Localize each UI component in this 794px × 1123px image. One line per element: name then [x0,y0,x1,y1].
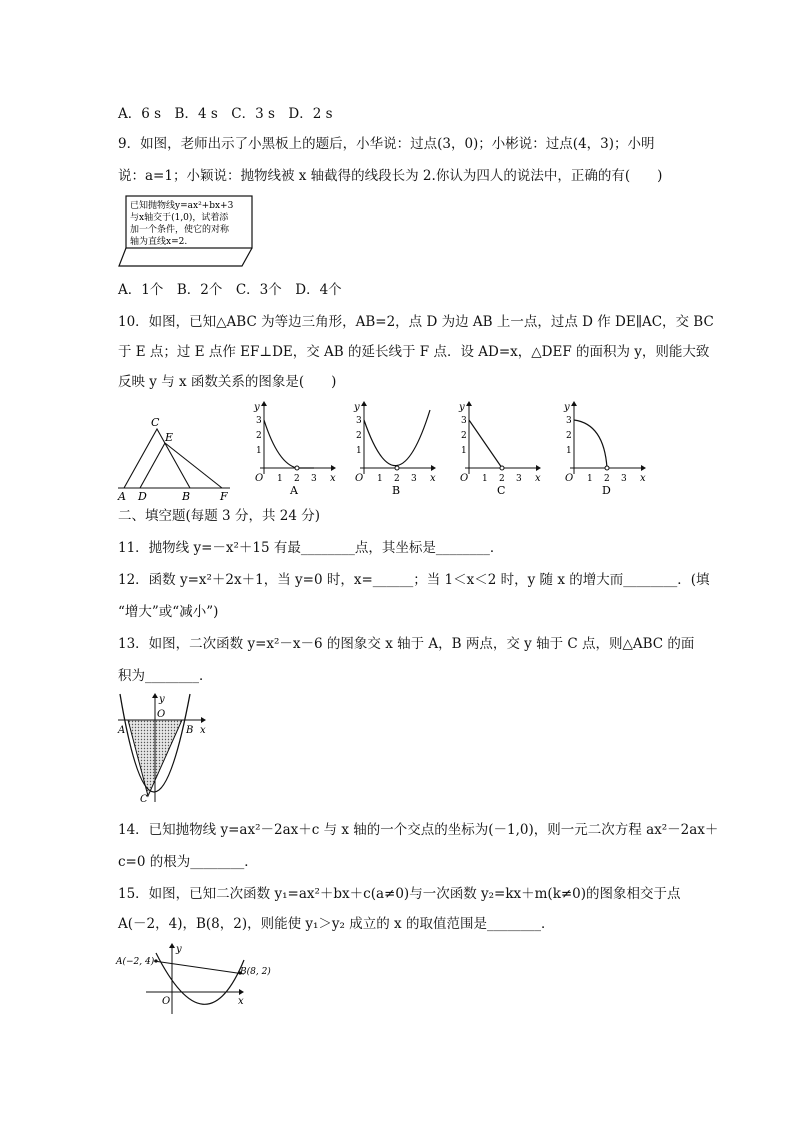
label-c: C [140,794,148,805]
y-label: y [564,402,570,413]
q13-line-2: 积为________． [118,668,213,684]
graph-name-c: C [497,484,506,497]
y-tick-1: 1 [566,446,572,456]
x-tick-2: 2 [604,474,610,484]
y-label: y [459,402,465,413]
q10-line-1: 10．如图，已知△ABC 为等边三角形，AB=2，点 D 为边 AB 上一点，过点 D 作 DE∥AC，交 BC [118,314,714,330]
curve [574,420,607,468]
y-arrow [361,401,367,406]
q10-triangle-figure [116,412,236,503]
curve [469,420,502,468]
q10-line-2: 于 E 点；过 E 点作 EF⊥DE，交 AB 的延长线于 F 点．设 AD=x，△DEF 的面积为 y，则能大致 [118,344,710,360]
x-tick-3: 3 [621,474,627,484]
label-y: y [159,694,165,705]
x-arrow [431,465,436,471]
board-line-2: 与x轴交于(1,0)，试着添 [130,213,229,223]
y-tick-3: 3 [461,416,467,426]
origin-label: O [355,473,364,484]
graph-name-b: B [392,484,401,497]
q15-line-1: 15．如图，已知二次函数 y₁=ax²＋bx＋c(a≠0)与一次函数 y₂=kx＋m(k≠0)的图象相交于点 [118,886,681,902]
segment-ef [165,443,222,488]
q10-graph-d [560,398,650,496]
x-label: x [330,473,336,484]
board-line-4: 轴为直线x=2. [130,237,188,247]
q8-options: A．6 s B．4 s C．3 s D．2 s [118,106,333,122]
x-tick-1: 1 [587,474,593,484]
point-2 [295,466,299,470]
q14-line-1: 14．已知抛物线 y=ax²－2ax＋c 与 x 轴的一个交点的坐标为(－1,0)，则一元二次方程 ax²－2ax＋ [118,822,719,838]
y-tick-3: 3 [356,416,362,426]
q12-line-1: 12．函数 y=x²＋2x＋1，当 y=0 时，x=______；当 1＜x＜2 时，y 随 x 的增大而________．(填 [118,572,710,588]
q13-line-1: 13．如图，二次函数 y=x²－x－6 的图象交 x 轴于 A，B 两点，交 y 轴于 C 点，则△ABC 的面 [118,636,695,652]
q9-line-1: 9．如图，老师出示了小黑板上的题后，小华说：过点(3，0)；小彬说：过点(4，3)；小明 [118,136,655,152]
label-c: C [151,416,160,429]
y-arrow [571,401,577,406]
x-tick-2: 2 [294,474,300,484]
label-b: B [186,725,194,736]
q12-line-2: “增大”或“减小”) [118,604,219,620]
label-b: B [182,490,191,503]
x-label: x [535,473,541,484]
x-tick-3: 3 [311,474,317,484]
point-2 [605,466,609,470]
origin-label: O [460,473,469,484]
q11-line: 11．抛物线 y=－x²＋15 有最________点，其坐标是________． [118,540,504,556]
y-tick-2: 2 [461,431,467,441]
point-a [154,959,157,962]
q10-graph-a [250,398,340,496]
x-tick-2: 2 [499,474,505,484]
y-arrow [466,401,472,406]
y-tick-2: 2 [256,431,262,441]
y-tick-2: 2 [356,431,362,441]
graph-name-a: A [290,484,298,497]
q10-graph-c [455,398,545,496]
label-a: A(−2, 4) [116,957,155,967]
label-a: A [118,725,126,736]
q10-graph-b [350,398,440,496]
point-2 [500,466,504,470]
y-tick-3: 3 [256,416,262,426]
x-tick-3: 3 [516,474,522,484]
x-tick-2: 2 [394,474,400,484]
y-tick-1: 1 [461,446,467,456]
y-label: y [254,402,260,413]
x-tick-1: 1 [377,474,383,484]
q10-line-3: 反映 y 与 x 函数关系的图象是( ) [118,374,337,390]
q14-line-2: c=0 的根为________． [118,854,258,870]
label-o: O [157,709,166,720]
x-label: x [430,473,436,484]
label-o: O [162,996,171,1007]
y-arrow [152,693,158,698]
x-arrow [536,465,541,471]
q13-parabola-figure [116,690,216,806]
segment-de [140,443,165,488]
y-arrow [169,943,175,948]
y-tick-1: 1 [256,446,262,456]
label-x: x [200,725,206,736]
y-tick-1: 1 [356,446,362,456]
x-arrow [239,989,244,995]
label-y: y [176,944,182,955]
curve [364,410,430,466]
y-tick-3: 3 [566,416,572,426]
origin-label: O [255,473,264,484]
board-line-1: 已知抛物线y=ax²+bx+3 [130,201,234,211]
x-tick-3: 3 [411,474,417,484]
x-arrow [641,465,646,471]
q9-blackboard-figure [118,194,254,270]
board-line-3: 加一个条件，使它的对称 [130,225,230,235]
x-tick-1: 1 [277,474,283,484]
y-tick-2: 2 [566,431,572,441]
x-arrow [201,717,206,723]
label-d: D [138,490,147,503]
q15-graph-figure [116,940,271,1018]
line-y2 [154,961,244,974]
label-x: x [238,996,244,1007]
y-arrow [261,401,267,406]
blackboard-tray [119,248,252,266]
x-label: x [640,473,646,484]
section-2-heading: 二、填空题(每题 3 分，共 24 分) [118,508,320,524]
label-b: B(8, 2) [240,967,271,977]
q15-line-2: A(－2，4)，B(8，2)，则能使 y₁＞y₂ 成立的 x 的取值范围是________． [118,916,555,932]
q9-line-2: 说：a=1；小颖说：抛物线被 x 轴截得的线段长为 2.你认为四人的说法中，正确的有( ) [118,168,663,184]
graph-name-d: D [602,484,611,497]
origin-label: O [565,473,574,484]
label-a: A [118,490,126,503]
label-e: E [165,431,174,444]
curve [264,420,297,468]
q9-options: A．1个 B．2个 C．3个 D．4个 [118,282,342,298]
label-f: F [220,490,228,503]
x-tick-1: 1 [482,474,488,484]
x-arrow [331,465,336,471]
point-2 [395,466,399,470]
y-label: y [354,402,360,413]
